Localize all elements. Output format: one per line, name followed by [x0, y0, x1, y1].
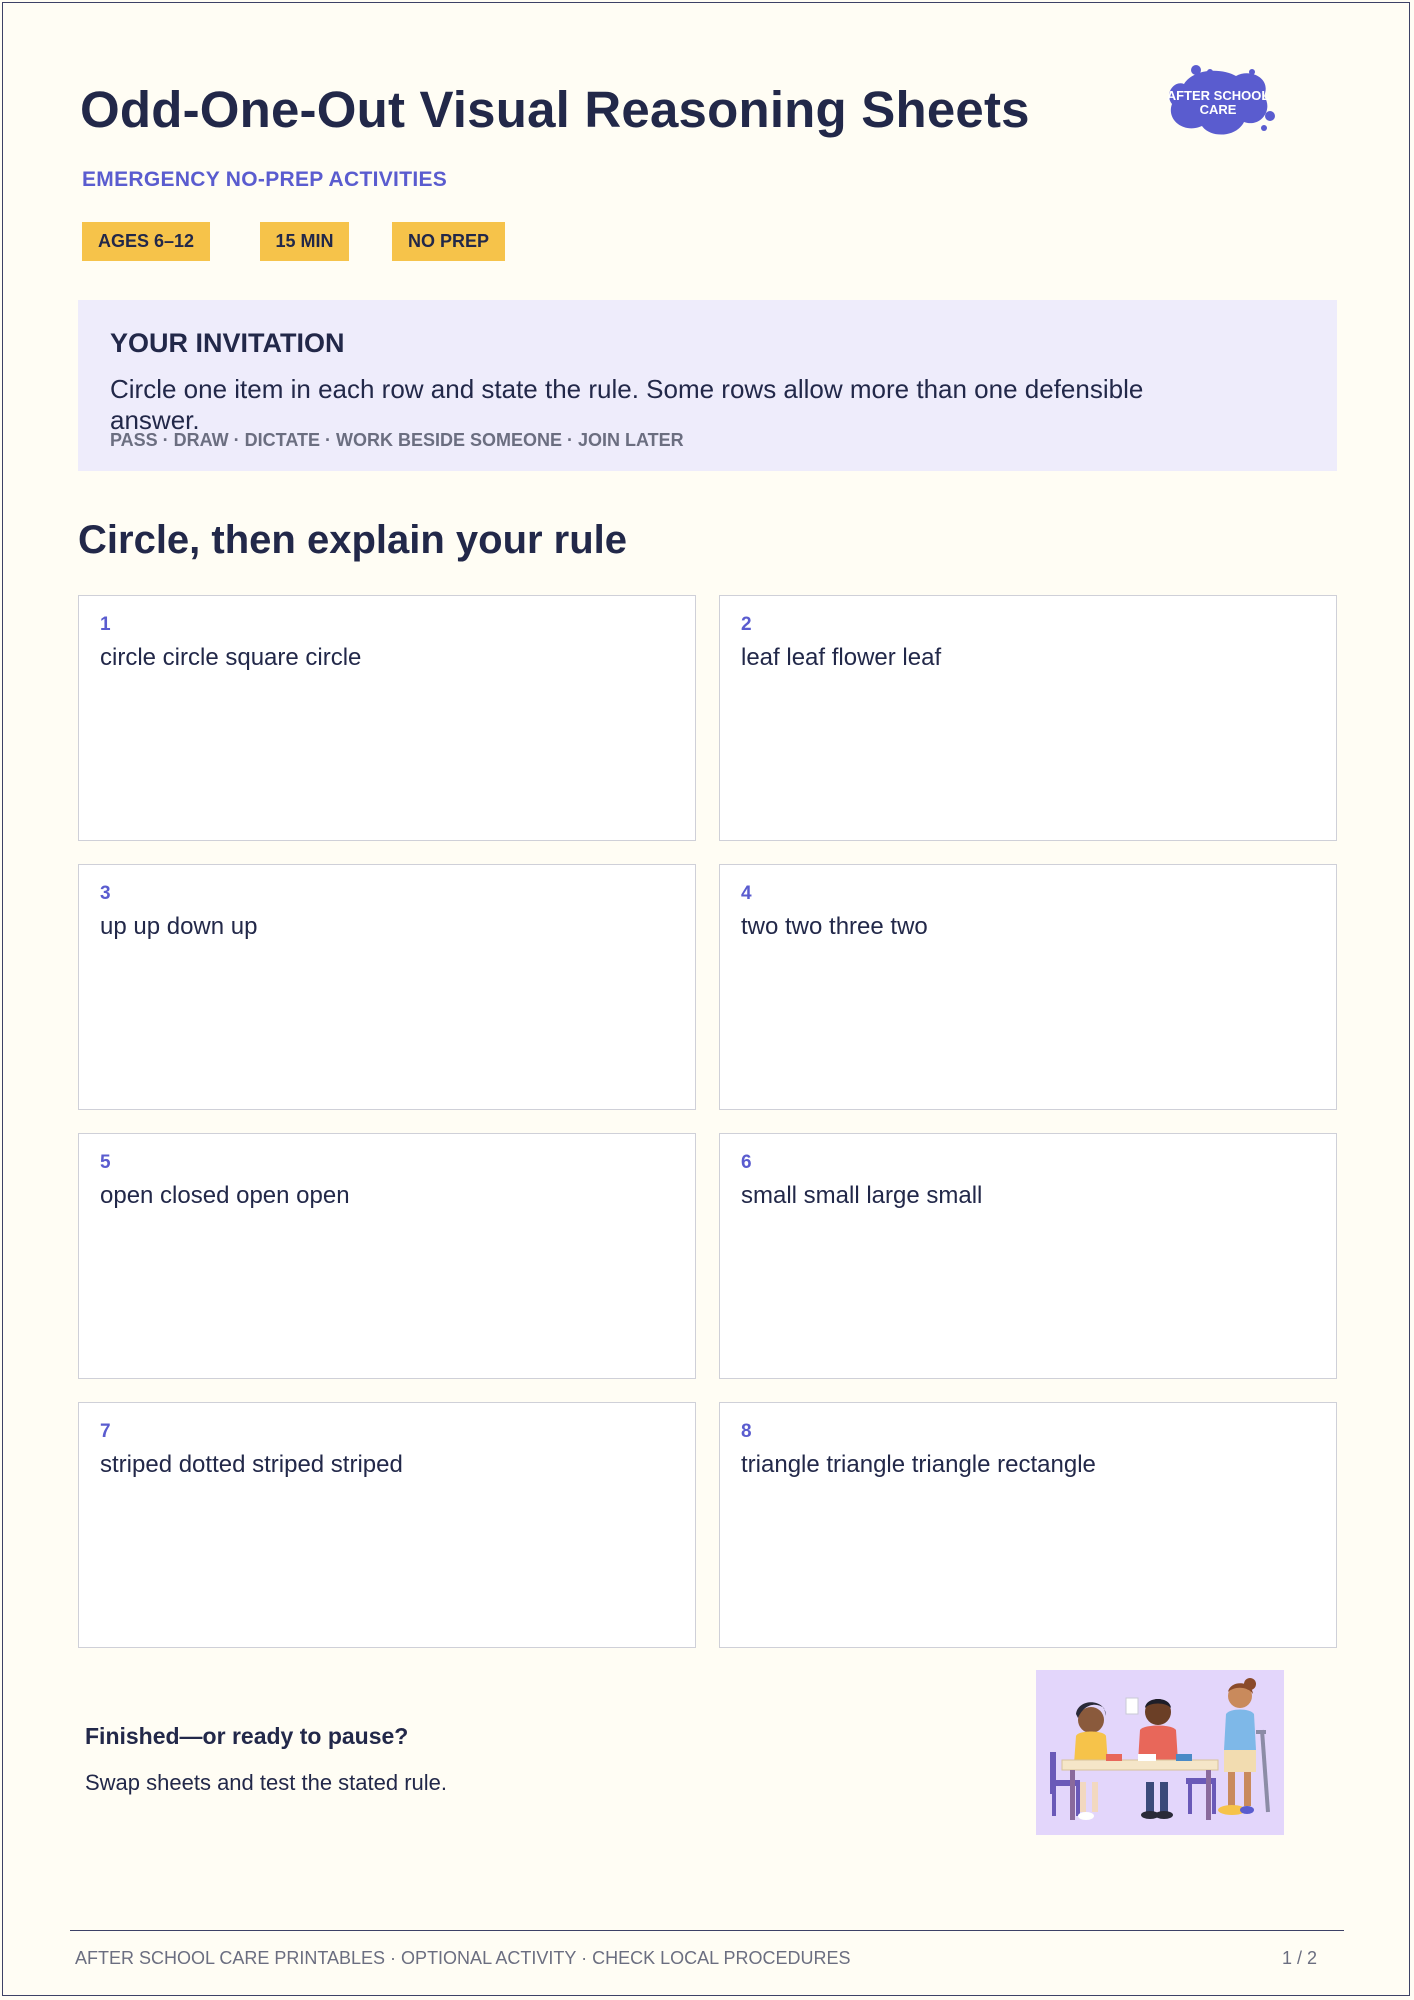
age-tag: AGES 6–12: [82, 222, 210, 261]
invitation-heading: YOUR INVITATION: [110, 328, 345, 358]
card-number: 4: [741, 883, 752, 904]
card-number: 8: [741, 1421, 752, 1442]
puzzle-card-3[interactable]: [78, 864, 696, 1110]
invitation-panel: [78, 300, 1337, 471]
puzzle-card-4[interactable]: [719, 864, 1337, 1110]
participation-options: PASS · DRAW · DICTATE · WORK BESIDE SOMEONE · JOIN LATER: [110, 430, 684, 450]
card-items: open closed open open: [100, 1182, 350, 1209]
section-heading: Circle, then explain your rule: [78, 518, 628, 562]
prep-tag: NO PREP: [392, 222, 505, 261]
card-items: triangle triangle triangle rectangle: [741, 1451, 1096, 1478]
finished-text: Swap sheets and test the stated rule.: [85, 1770, 448, 1795]
duration-tag: 15 MIN: [260, 222, 349, 261]
page-title: Odd-One-Out Visual Reasoning Sheets: [80, 81, 1030, 138]
card-number: 1: [100, 614, 111, 635]
card-number: 5: [100, 1152, 111, 1173]
card-number: 3: [100, 883, 111, 904]
card-items: striped dotted striped striped: [100, 1451, 403, 1478]
svg-text:AFTER SCHOOL: AFTER SCHOOL: [1166, 88, 1270, 103]
card-items: circle circle square circle: [100, 644, 362, 671]
page-subtitle: EMERGENCY NO-PREP ACTIVITIES: [82, 168, 448, 191]
card-number: 6: [741, 1152, 752, 1173]
invitation-text: Circle one item in each row and state the rule. Some rows allow more than one defensible answer.: [110, 374, 1144, 435]
card-items: two two three two: [741, 913, 928, 940]
card-items: up up down up: [100, 913, 258, 940]
footer-divider: [70, 1930, 1344, 1931]
card-number: 7: [100, 1421, 111, 1442]
puzzle-card-7[interactable]: [78, 1402, 696, 1648]
card-items: small small large small: [741, 1182, 983, 1209]
puzzle-card-6[interactable]: [719, 1133, 1337, 1379]
puzzle-card-1[interactable]: [78, 595, 696, 841]
puzzle-card-2[interactable]: [719, 595, 1337, 841]
children-at-table-illustration: [1036, 1670, 1284, 1835]
card-items: leaf leaf flower leaf: [741, 644, 942, 671]
page-number: 1 / 2: [1281, 1948, 1317, 1968]
footer-text: AFTER SCHOOL CARE PRINTABLES · OPTIONAL ACTIVITY · CHECK LOCAL PROCEDURES: [75, 1948, 851, 1968]
puzzle-card-5[interactable]: [78, 1133, 696, 1379]
puzzle-card-8[interactable]: [719, 1402, 1337, 1648]
svg-text:CARE: CARE: [1199, 102, 1237, 117]
after-school-care-logo: [1160, 62, 1280, 146]
card-number: 2: [741, 614, 752, 635]
finished-heading: Finished—or ready to pause?: [85, 1723, 409, 1749]
